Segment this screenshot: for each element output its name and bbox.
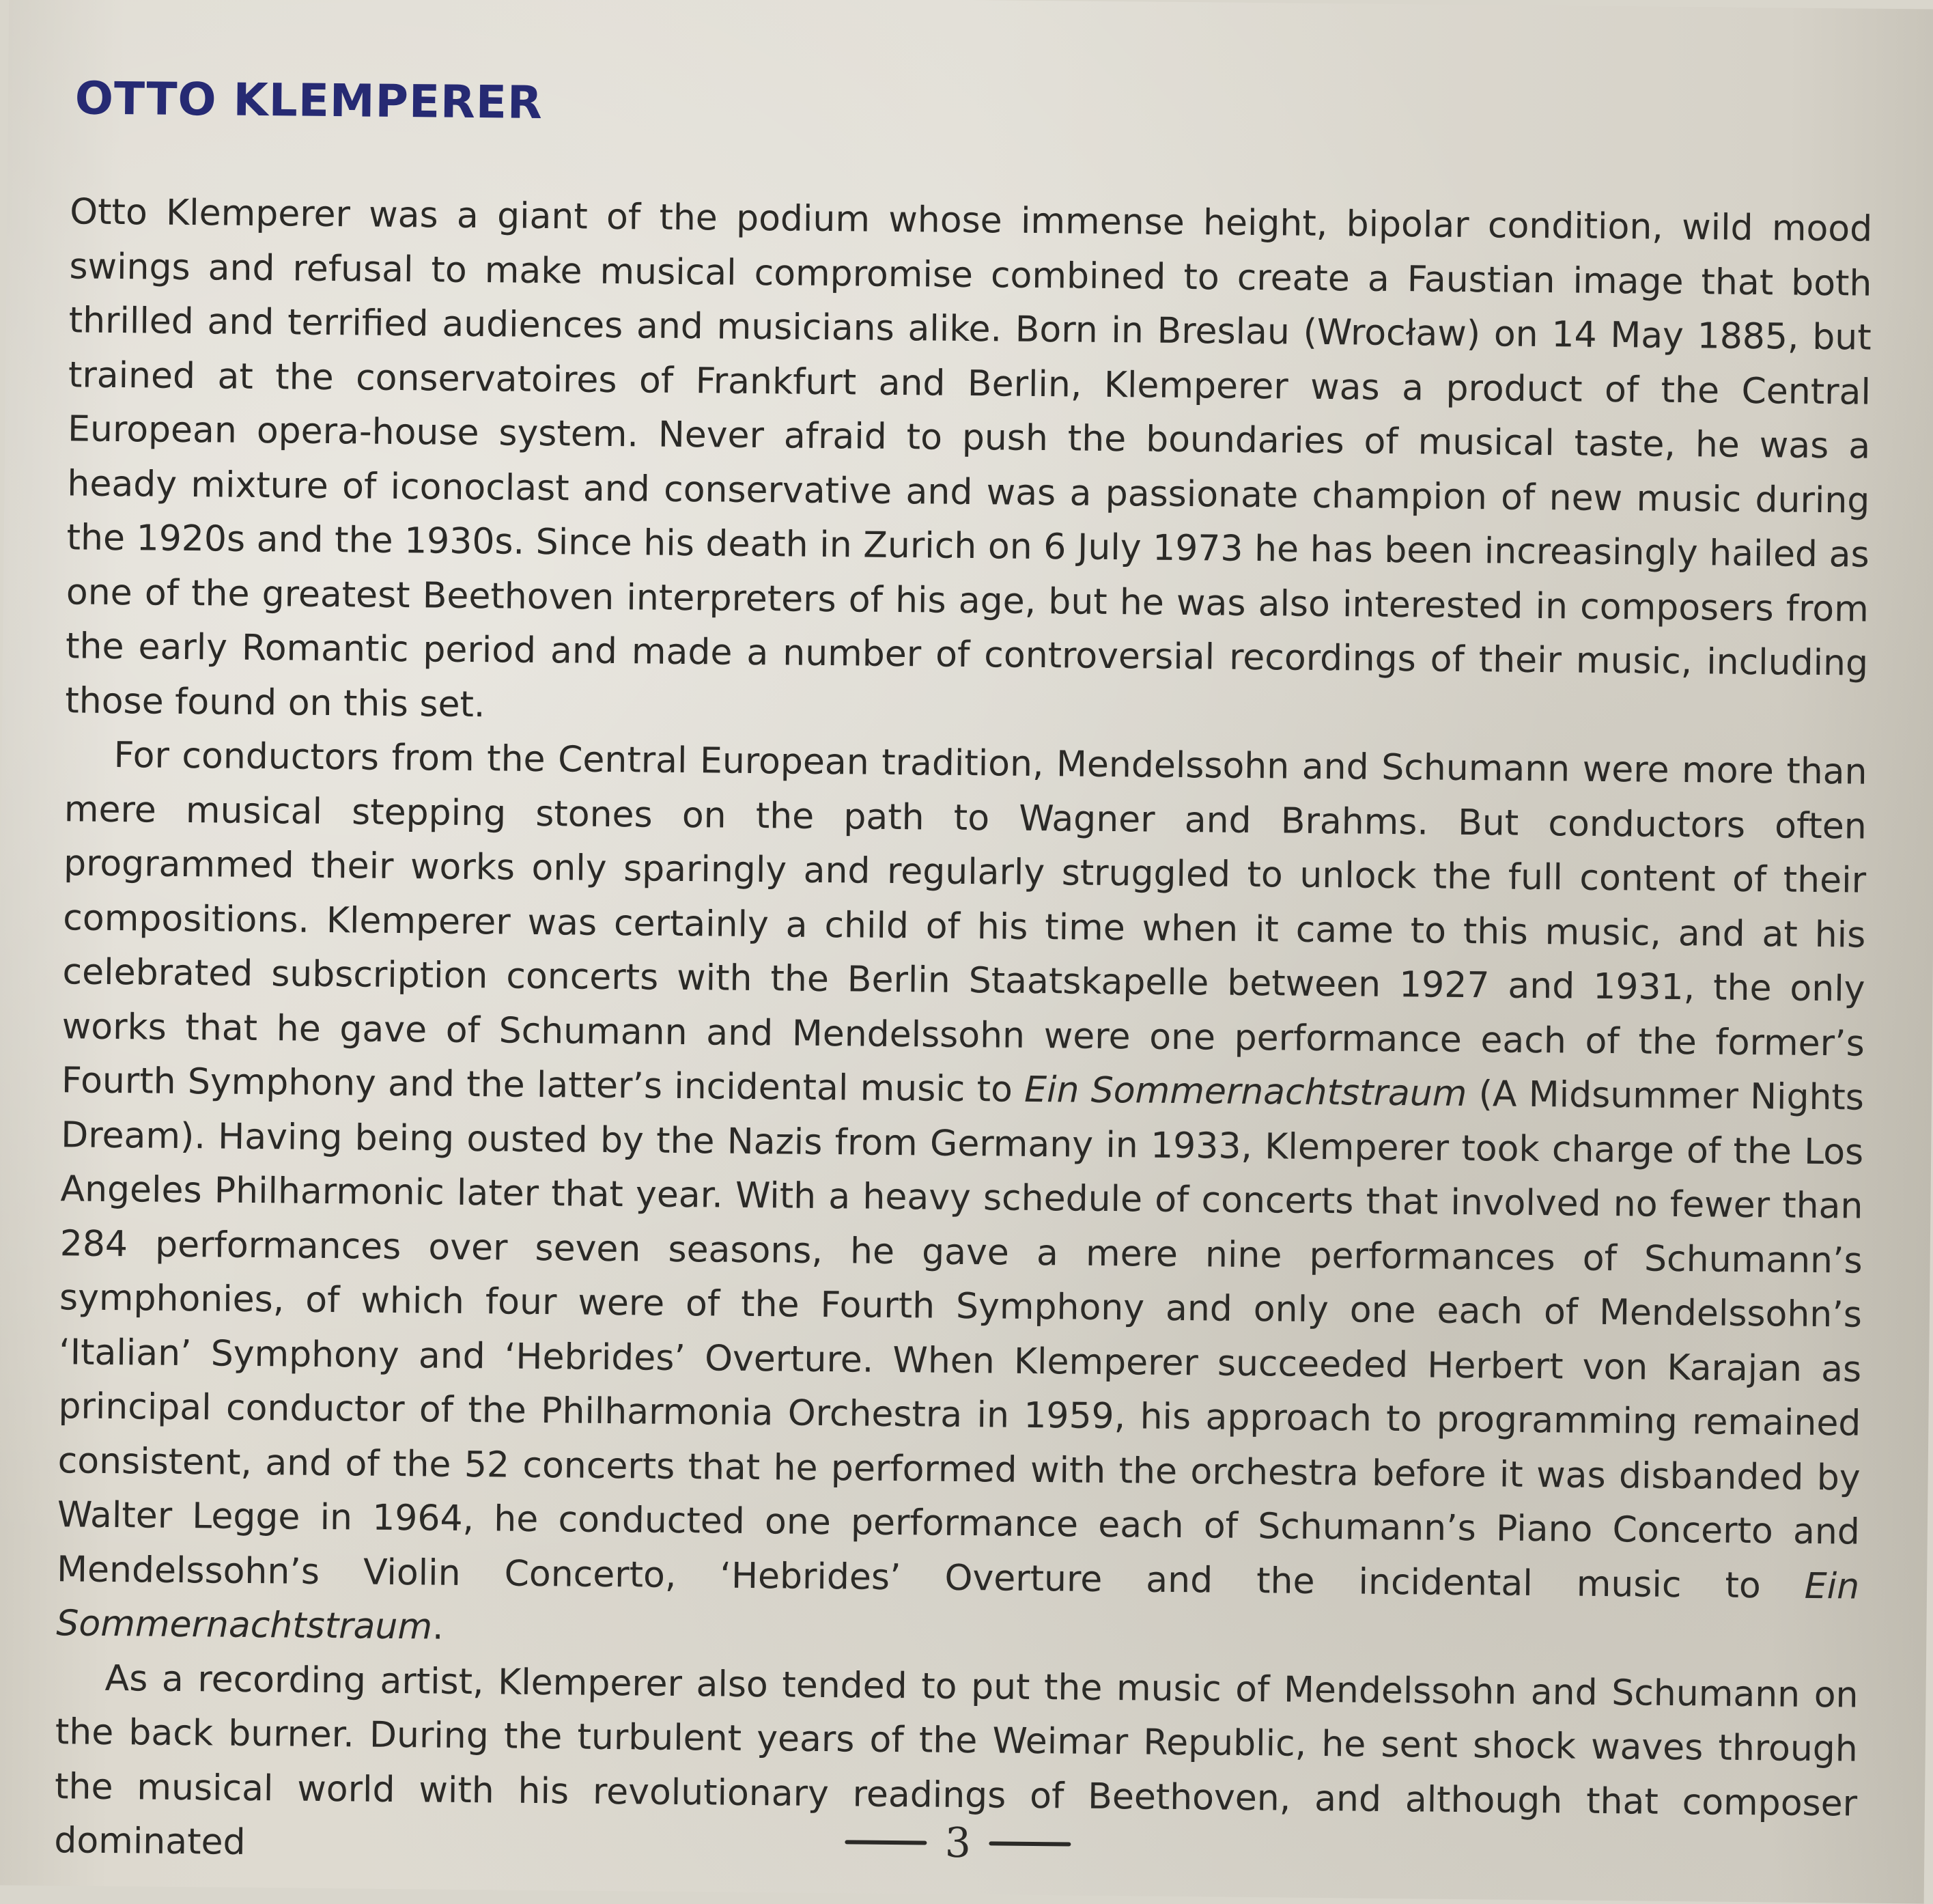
page-number: 3 — [944, 1819, 972, 1868]
paragraph-2-work-title-2: Ein Sommernachtstraum — [56, 1565, 1860, 1648]
paragraph-2-text-1: For conductors from the Central European tradition, Mendelssohn and Schumann were more than mere musical stepping stones on the path to Wagner and Brahms. But conductors often programmed their works only sparingly and regularly struggled to unlock the full content of their compositions. Klemperer was certainly a child of his time when it came to this music, and at his celebrated subscription concerts with the Berlin Staatskapelle between 1927 and 1931, the only works that he gave of Schumann and Mendelssohn were one performance each of the former’s Fourth Symphony and the latter’s incidental music to — [61, 735, 1867, 1110]
article-body — [54, 185, 1873, 1886]
page-heading: OTTO KLEMPERER — [74, 72, 544, 129]
paragraph-2-text-2: (A Midsummer Nights Dream). Having being ousted by the Nazis from Germany in 1933, Klemperer took charge of the Los Angeles Philharmonic later that year. With a heavy schedule of concerts that involved no fewer than 284 performances over seven seasons, he gave a mere nine performances of Schumann’s symphonies, of which four were of the Fourth Symphony and only one each of Mendelssohn’s ‘Italian’ Symphony and ‘Hebrides’ Overture. When Klemperer succeeded Herbert von Karajan as principal conductor of the Philharmonia Orchestra in 1959, his approach to programming remained consistent, and of the 52 concerts that he performed with the orchestra before it was disbanded by Walter Legge in 1964, he conducted one performance each of Schumann’s Piano Concerto and Mendelssohn’s Violin Concerto, ‘Hebrides’ Overture and the incidental music to — [56, 1074, 1865, 1607]
paragraph-3: As a recording artist, Klemperer also tended to put the music of Mendelssohn and Schumann on the back burner. During the turbulent years of the Weimar Republic, he sent shock waves through the musical world with his revolutionary readings of Beethoven, and although that composer dominated — [54, 1657, 1859, 1863]
paragraph-2-work-title-1: Ein Sommernachtstraum — [1024, 1069, 1467, 1115]
paragraph-2 — [56, 728, 1867, 1668]
folio-left-dash — [845, 1840, 927, 1845]
folio-right-dash — [989, 1841, 1071, 1846]
paragraph-2-text-3: . — [432, 1606, 444, 1648]
paragraph-1: Otto Klemperer was a giant of the podium whose immense height, bipolar condition, wild mood swings and refusal to make musical compromise combined to create a Faustian image that both thrilled and terrified audiences and musicians alike. Born in Breslau (Wrocław) on 14 May 1885, but trained at the conservatoires of Frankfurt and Berlin, Klemperer was a product of the Central European opera-house system. Never afraid to push the boundaries of musical taste, he was a heady mixture of iconoclast and conservative and was a passionate champion of new music during the 1920s and the 1930s. Since his death in Zurich on 6 July 1973 he has been increasingly hailed as one of the greatest Beethoven interpreters of his age, but he was also interested in composers from the early Romantic period and made a number of controversial recordings of their music, including those found on this set. — [65, 191, 1873, 725]
